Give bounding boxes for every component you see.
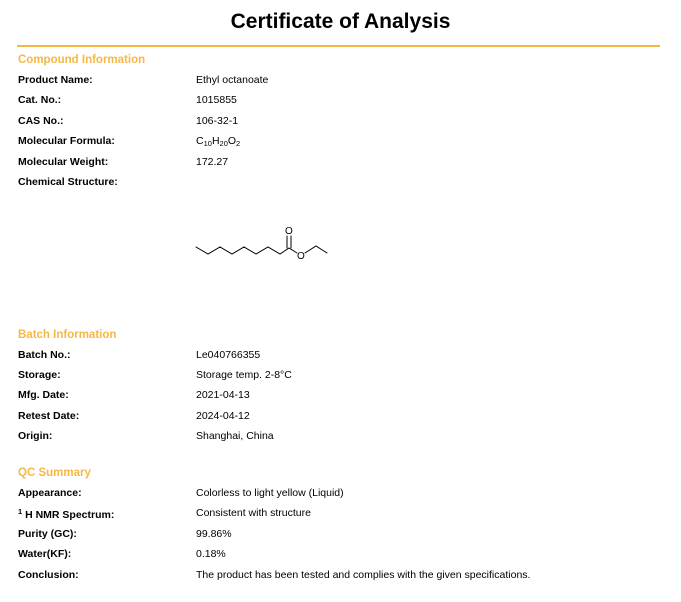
molecular-weight-label: Molecular Weight: xyxy=(18,156,109,168)
conclusion-label: Conclusion: xyxy=(18,569,79,581)
molecular-formula-label: Molecular Formula: xyxy=(18,135,115,147)
formula-c: C xyxy=(196,135,204,147)
appearance-value: Colorless to light yellow (Liquid) xyxy=(196,487,344,499)
retest-date-label: Retest Date: xyxy=(18,410,80,422)
appearance-label: Appearance: xyxy=(18,487,82,499)
cat-no-label: Cat. No.: xyxy=(18,94,62,106)
section-compound-information: Compound Information xyxy=(18,54,146,66)
batch-no-value: Le040766355 xyxy=(196,349,261,361)
retest-date-value: 2024-04-12 xyxy=(196,410,250,422)
ester-bond xyxy=(289,248,297,253)
title-divider xyxy=(17,45,660,47)
purity-label: Purity (GC): xyxy=(18,528,77,540)
ester-oxygen: O xyxy=(297,251,305,262)
product-name-label: Product Name: xyxy=(18,74,93,86)
formula-c-count: 10 xyxy=(203,139,212,148)
mfg-date-label: Mfg. Date: xyxy=(18,389,69,401)
purity-value: 99.86% xyxy=(196,528,232,540)
cat-no-value: 1015855 xyxy=(196,94,237,106)
chemical-structure-label: Chemical Structure: xyxy=(18,176,118,188)
carbonyl-oxygen: O xyxy=(285,226,293,237)
nmr-superscript: 1 xyxy=(18,507,23,516)
water-value: 0.18% xyxy=(196,548,226,560)
storage-value: Storage temp. 2-8°C xyxy=(196,369,292,381)
cas-no-label: CAS No.: xyxy=(18,115,64,127)
nmr-spectrum-label xyxy=(18,507,114,521)
formula-h-count: 20 xyxy=(219,139,228,148)
nmr-spectrum-value: Consistent with structure xyxy=(196,507,311,519)
section-qc-summary: QC Summary xyxy=(18,467,91,479)
product-name-value: Ethyl octanoate xyxy=(196,74,269,86)
water-label: Water(KF): xyxy=(18,548,72,560)
formula-o-count: 2 xyxy=(236,139,241,148)
batch-no-label: Batch No.: xyxy=(18,349,71,361)
chemical-structure-diagram xyxy=(188,222,338,262)
section-batch-information: Batch Information xyxy=(18,329,117,341)
nmr-label-text: H NMR Spectrum: xyxy=(22,509,115,521)
page-title: Certificate of Analysis xyxy=(230,10,451,33)
molecular-formula-value xyxy=(196,135,240,148)
formula-h: H xyxy=(211,135,220,147)
ethyl-group xyxy=(305,246,327,253)
conclusion-value: The product has been tested and complies with the given specifications. xyxy=(196,569,531,581)
mfg-date-value: 2021-04-13 xyxy=(196,389,250,401)
molecular-weight-value: 172.27 xyxy=(196,156,229,168)
origin-value: Shanghai, China xyxy=(196,430,274,442)
origin-label: Origin: xyxy=(18,430,53,442)
cas-no-value: 106-32-1 xyxy=(196,115,239,127)
alkyl-chain xyxy=(196,247,289,254)
formula-o: O xyxy=(227,135,237,147)
storage-label: Storage: xyxy=(18,369,61,381)
